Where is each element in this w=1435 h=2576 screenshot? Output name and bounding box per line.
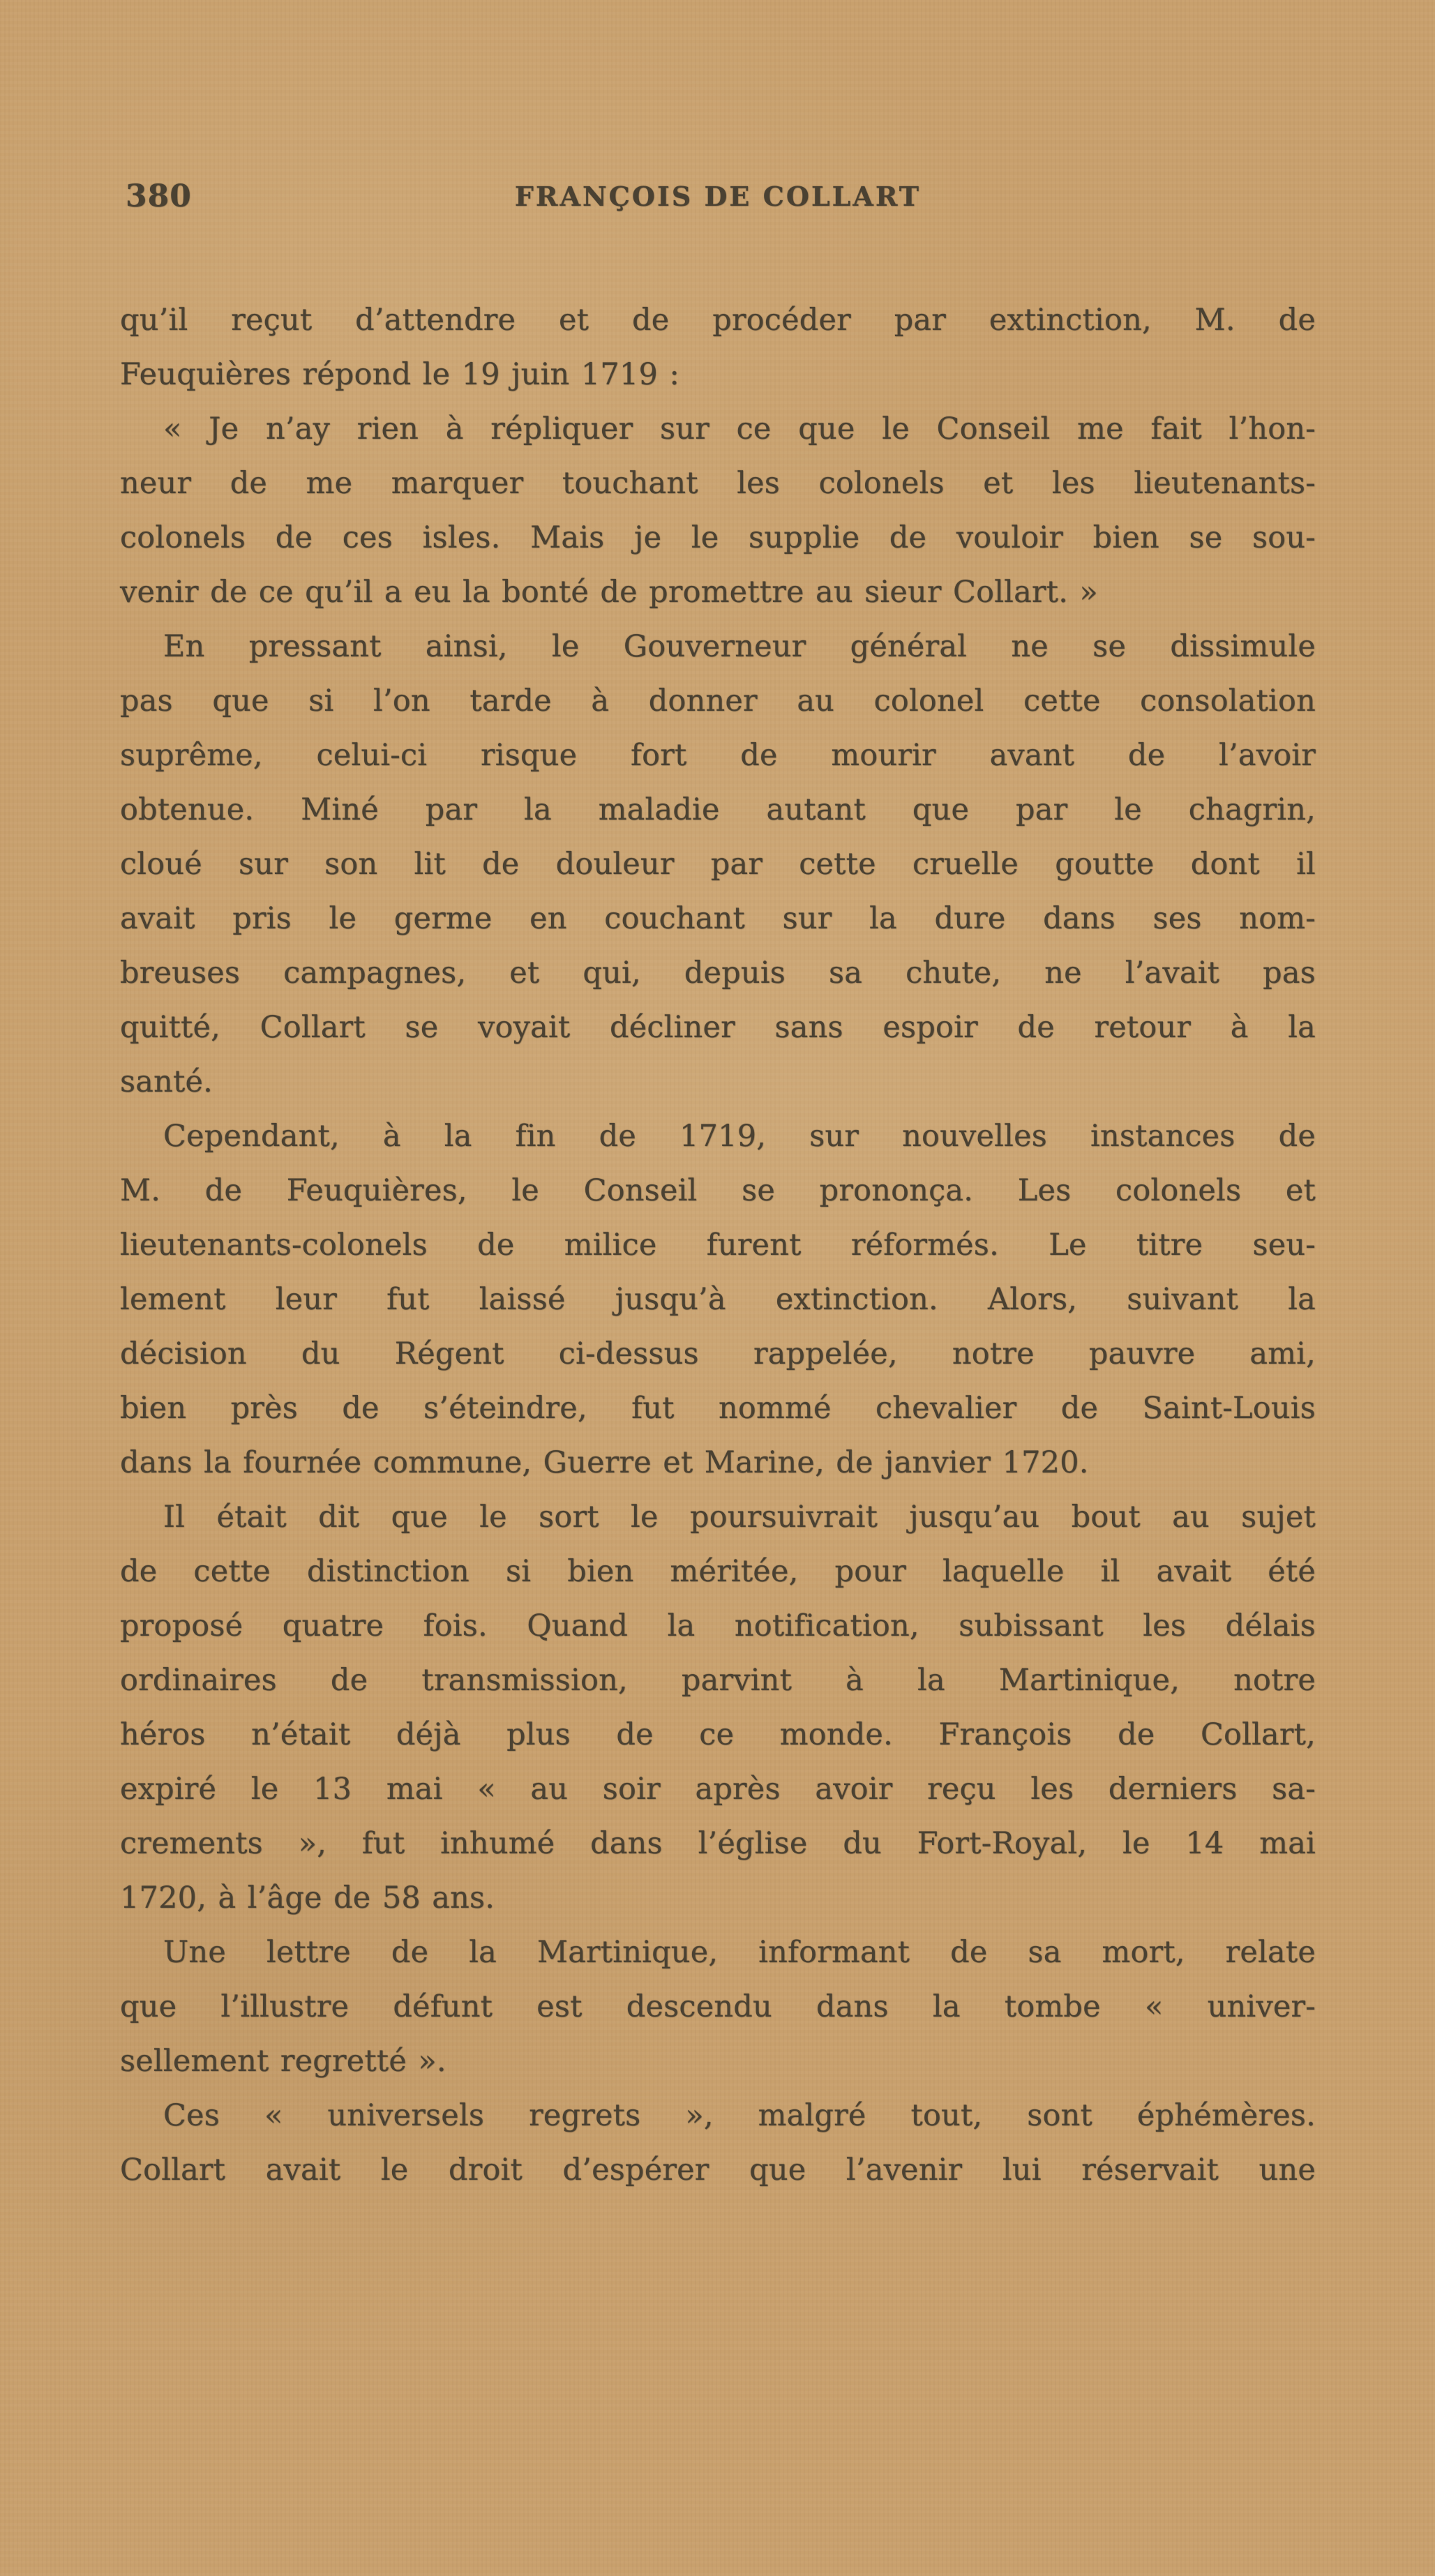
text-line: ordinaires de transmission, parvint à la Martinique, notre xyxy=(120,1663,1316,1698)
text-line: décision du Régent ci-dessus rappelée, notre pauvre ami, xyxy=(120,1336,1316,1371)
text-line: neur de me marquer touchant les colonels et les lieutenants- xyxy=(120,466,1316,501)
page-number: 380 xyxy=(126,179,192,214)
text-line: Ces « universels regrets », malgré tout, sont éphémères. xyxy=(163,2098,1316,2133)
text-line: expiré le 13 mai « au soir après avoir reçu les derniers sa- xyxy=(120,1772,1316,1807)
text-line: cloué sur son lit de douleur par cette cruelle goutte dont il xyxy=(120,847,1316,882)
running-title: FRANÇOIS DE COLLART xyxy=(514,181,922,212)
text-line: crements », fut inhumé dans l’église du Fort-Royal, le 14 mai xyxy=(120,1826,1316,1861)
text-line: 1720, à l’âge de 58 ans. xyxy=(120,1881,495,1915)
text-line: venir de ce qu’il a eu la bonté de promettre au sieur Collart. » xyxy=(120,575,1098,610)
text-line: Feuquières répond le 19 juin 1719 : xyxy=(120,357,680,392)
text-line: qu’il reçut d’attendre et de procéder par extinction, M. de xyxy=(120,303,1316,338)
text-line: lieutenants-colonels de milice furent réformés. Le titre seu- xyxy=(120,1228,1316,1263)
text-line: breuses campagnes, et qui, depuis sa chute, ne l’avait pas xyxy=(120,956,1316,991)
text-line: Une lettre de la Martinique, informant de sa mort, relate xyxy=(163,1935,1316,1970)
text-line: bien près de s’éteindre, fut nommé chevalier de Saint-Louis xyxy=(120,1391,1316,1426)
text-line: Il était dit que le sort le poursuivrait jusqu’au bout au sujet xyxy=(163,1500,1316,1535)
text-line: héros n’était déjà plus de ce monde. François de Collart, xyxy=(120,1717,1316,1752)
text-line: de cette distinction si bien méritée, pour laquelle il avait été xyxy=(120,1554,1316,1589)
text-line: M. de Feuquières, le Conseil se prononça. Les colonels et xyxy=(120,1173,1316,1208)
text-line: proposé quatre fois. Quand la notification, subissant les délais xyxy=(120,1609,1316,1643)
text-line: obtenue. Miné par la maladie autant que par le chagrin, xyxy=(120,792,1316,827)
text-line: sellement regretté ». xyxy=(120,2044,446,2079)
text-line: colonels de ces isles. Mais je le supplie de vouloir bien se sou- xyxy=(120,520,1316,555)
body-text xyxy=(120,293,1316,2197)
text-line: que l’illustre défunt est descendu dans la tombe « univer- xyxy=(120,1989,1316,2024)
text-line: dans la fournée commune, Guerre et Marine, de janvier 1720. xyxy=(120,1445,1089,1480)
text-line: lement leur fut laissé jusqu’à extinction. Alors, suivant la xyxy=(120,1282,1316,1317)
text-line: « Je n’ay rien à répliquer sur ce que le Conseil me fait l’hon- xyxy=(163,412,1316,446)
text-line: santé. xyxy=(120,1064,213,1099)
text-line: Collart avait le droit d’espérer que l’avenir lui réservait une xyxy=(120,2153,1316,2187)
page-header xyxy=(120,179,1316,223)
text-line: suprême, celui-ci risque fort de mourir avant de l’avoir xyxy=(120,738,1316,773)
text-line: quitté, Collart se voyait décliner sans espoir de retour à la xyxy=(120,1010,1316,1045)
text-line: Cependant, à la fin de 1719, sur nouvelles instances de xyxy=(163,1119,1316,1154)
text-line: pas que si l’on tarde à donner au colonel cette consolation xyxy=(120,684,1316,718)
text-line: En pressant ainsi, le Gouverneur général ne se dissimule xyxy=(163,629,1316,664)
text-line: avait pris le germe en couchant sur la dure dans ses nom- xyxy=(120,901,1316,936)
